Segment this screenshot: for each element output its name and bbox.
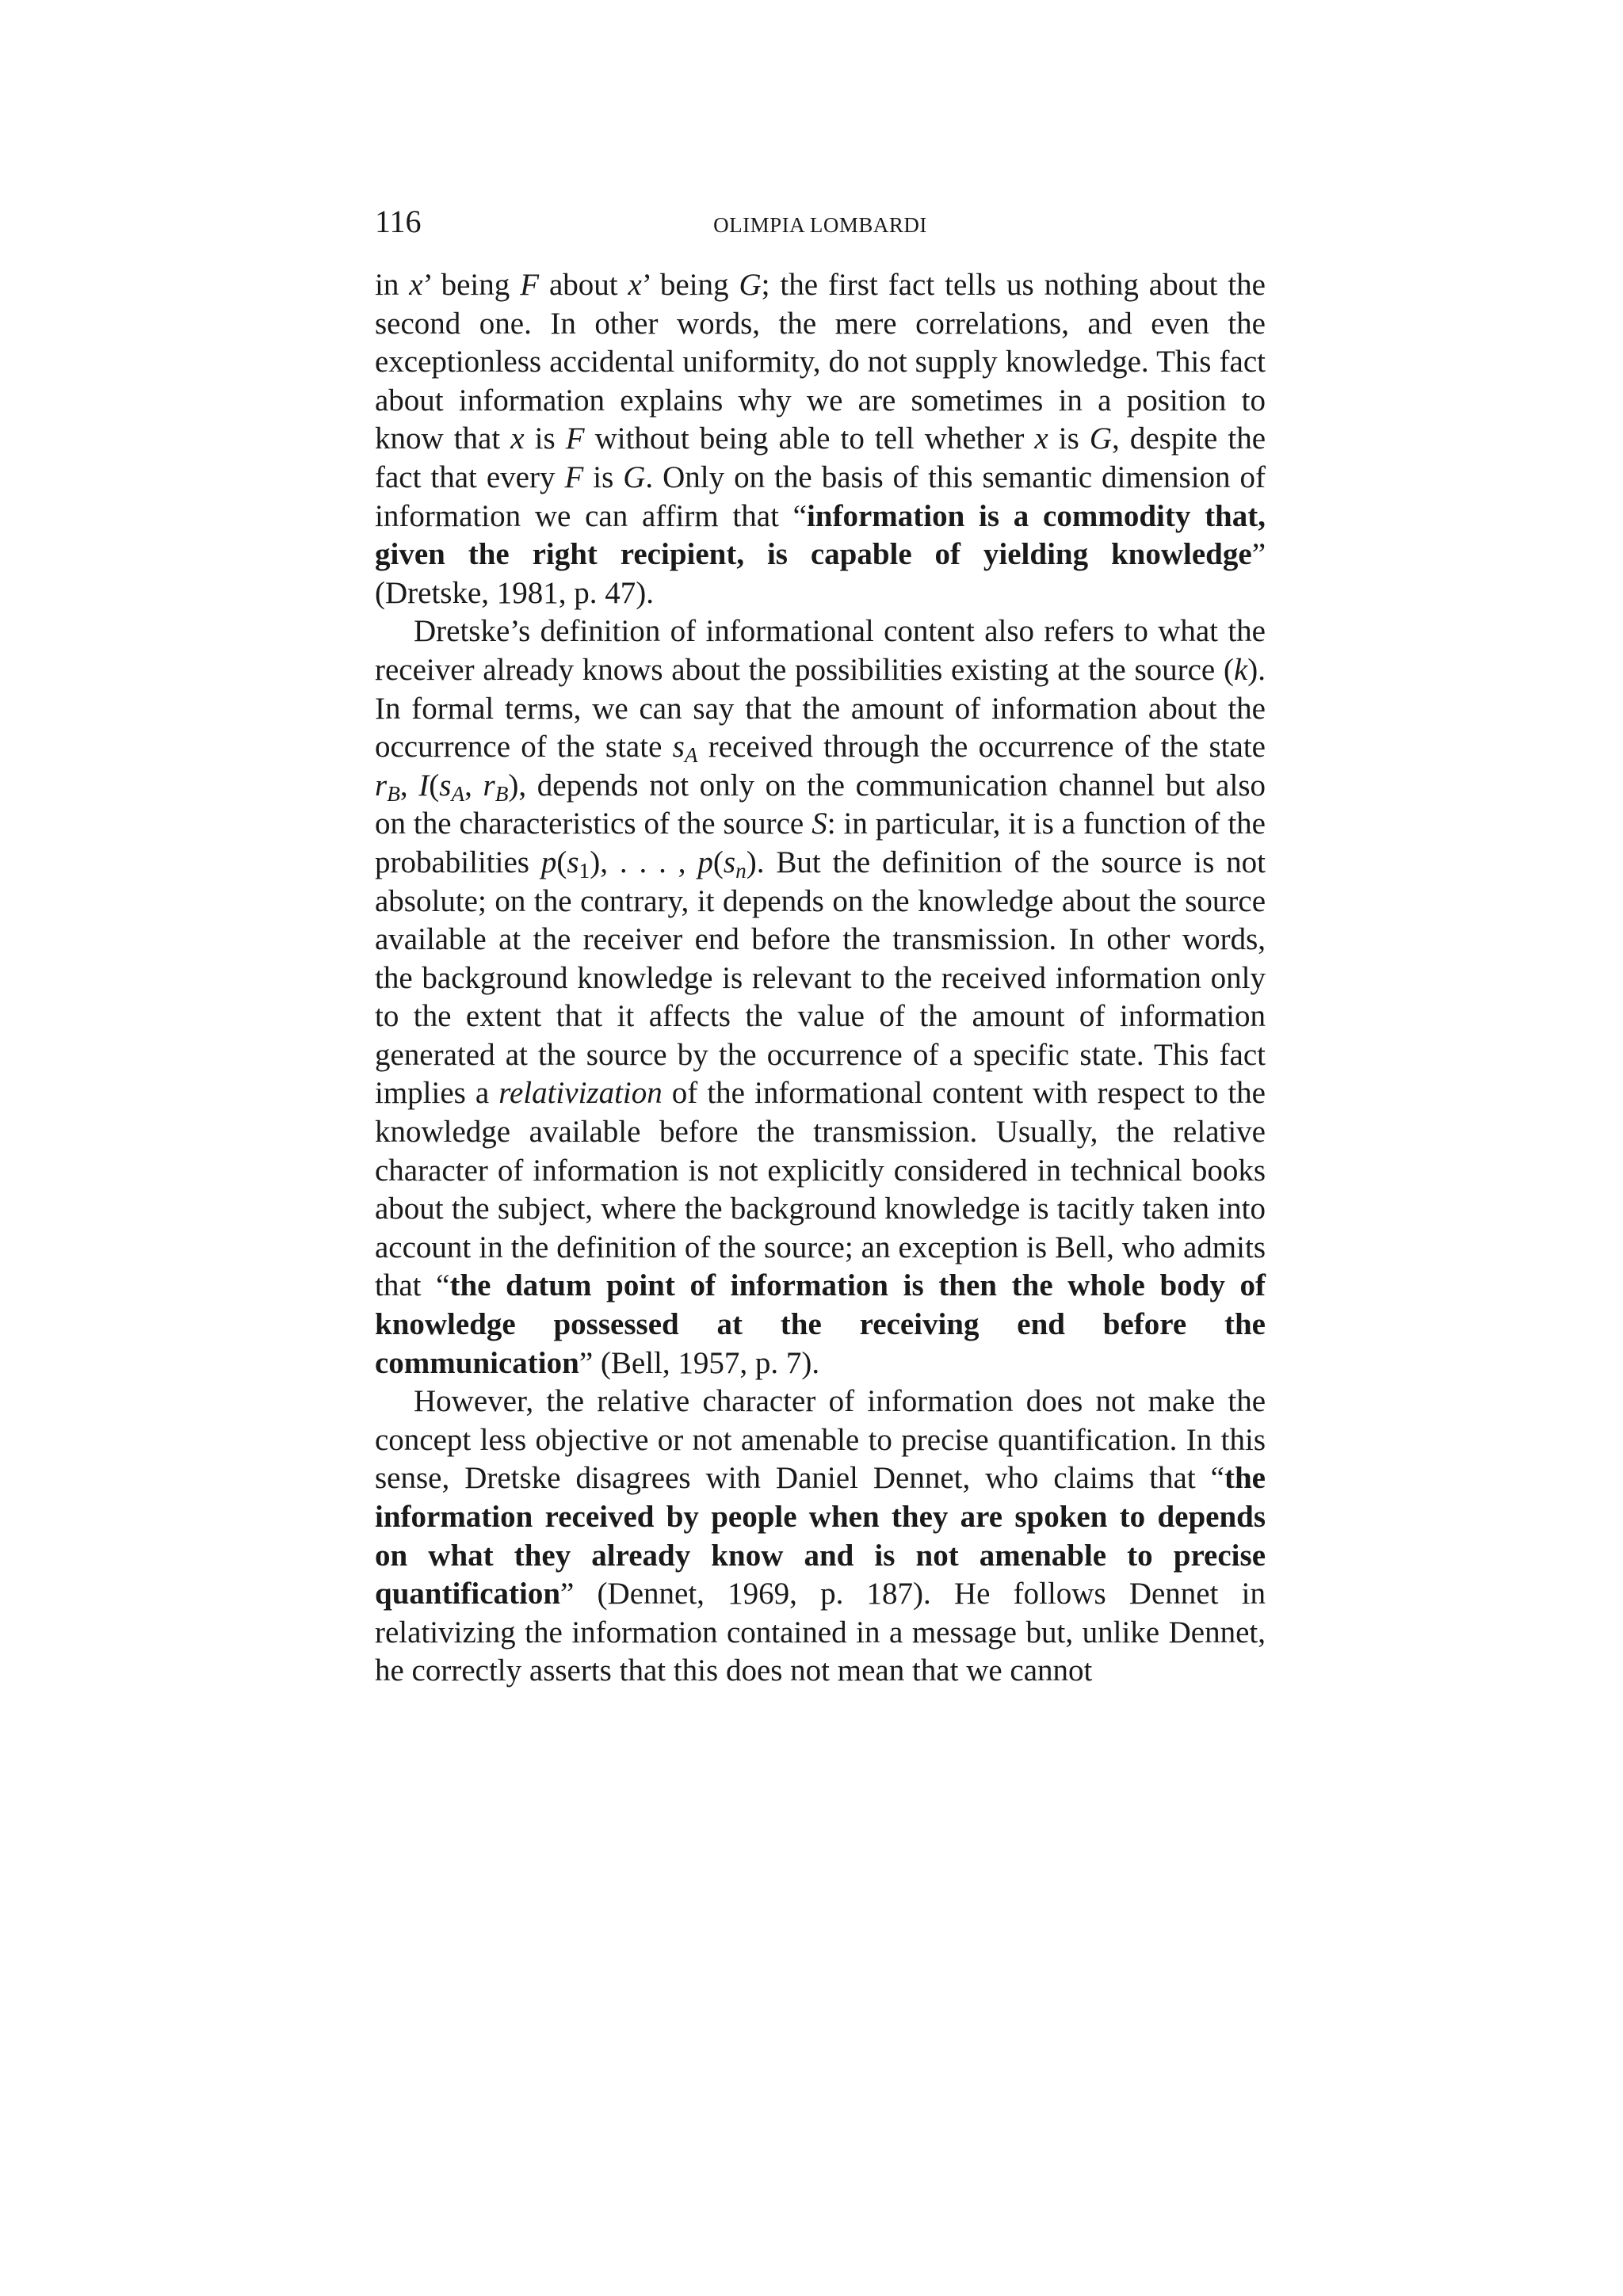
text-run: in [375, 268, 410, 302]
text-run: However, the relative character of information does not make the concept less objective or not amenable to precise quantification. In this sense, Dretske disagrees with Daniel Dennet, who claims that “ [375, 1384, 1266, 1496]
running-head: OLIMPIA LOMBARDI [713, 213, 927, 237]
text-run: ” (Dennet, 1969, p. 187). He follows Dennet in relativizing the information contained in a message but, unlike Dennet, he correctly asserts that this does not mean that we cannot [375, 1577, 1266, 1688]
math-variable: k [1233, 652, 1248, 687]
math-variable: p [540, 845, 557, 879]
math-variable [439, 768, 465, 806]
math-subscript: B [495, 781, 509, 806]
paragraph-2 [375, 612, 1266, 1383]
bold-quotation: information is a commodity that, given the right recipient, is capable of yielding knowledge [375, 498, 1266, 572]
page-header [375, 198, 1266, 246]
math-variable: S [812, 807, 827, 841]
body-text [375, 266, 1266, 1691]
math-subscript: A [451, 781, 465, 806]
bold-quotation: the information received by people when they are spoken to depends on what they already know and is not amenable to precise quantification [375, 1461, 1266, 1611]
text-run: : in particular, it is a function of the probabilities [375, 807, 1266, 879]
math-base: s [672, 730, 685, 765]
italic-term: relativization [498, 1076, 663, 1111]
math-variable: F [520, 268, 540, 302]
paragraph-1 [375, 266, 1266, 612]
text-run: is [583, 460, 624, 494]
text-run: , [399, 768, 419, 803]
math-variable: x [1034, 421, 1048, 456]
math-subscript: 1 [579, 858, 590, 883]
text-run: ). But the definition of the source is not absolute; on the contrary, it depends on the knowledge about the source available at the receiver end before the transmission. In other words, the background knowledge is relevant to the received information only to the extent that it affects the value of the amount of information generated at the source by the occurrence of a specific state. This fact implies a [375, 845, 1266, 1111]
math-variable: G [1089, 421, 1113, 456]
math-base: s [723, 845, 736, 879]
text-run: , despite the fact that every [375, 421, 1266, 494]
page-number: 116 [375, 204, 422, 239]
text-run: ; the first fact tells us nothing about the second one. In other words, the mere correlations, and even the exceptionless accidental uniformity, do not supply knowledge. This fact about information explains why we are sometimes in a position to know that [375, 268, 1266, 456]
text-run: ), . . . , [590, 845, 698, 879]
paragraph-3 [375, 1383, 1266, 1691]
text-run: ( [712, 845, 724, 879]
math-variable: F [564, 460, 584, 494]
bold-quotation: the datum point of information is then the whole body of knowledge possessed at the receiving end before the communication [375, 1268, 1266, 1380]
math-variable: x [628, 268, 642, 302]
math-variable [483, 768, 509, 806]
math-base: r [375, 768, 388, 803]
math-base: r [483, 768, 495, 803]
math-subscript: B [387, 781, 400, 806]
math-variable [567, 845, 590, 883]
math-variable: G [739, 268, 762, 302]
citation: ” (Dretske, 1981, p. 47). [375, 537, 1266, 610]
text-run: ), depends not only on the communication channel but also on the characteristics of the source [375, 768, 1266, 841]
text-run: is [1048, 421, 1090, 456]
citation: ” (Bell, 1957, p. 7). [579, 1345, 820, 1380]
math-variable: x [409, 268, 423, 302]
math-variable: F [565, 421, 585, 456]
math-variable: G [623, 460, 646, 494]
text-run: is [524, 421, 566, 456]
text-run: ). In formal terms, we can say that the amount of information about the occurrence of the state [375, 652, 1266, 765]
math-base: s [439, 768, 452, 803]
math-variable [672, 730, 698, 767]
text-run: about [539, 268, 628, 302]
math-variable: p [697, 845, 713, 879]
text-run: without being able to tell whether [584, 421, 1035, 456]
math-base: s [567, 845, 579, 879]
math-variable: I [418, 768, 430, 803]
math-variable: x [510, 421, 525, 456]
math-variable [375, 768, 400, 806]
text-run: . Only on the basis of this semantic dimension of information we can affirm that “ [375, 460, 1266, 533]
text-run: , [464, 768, 483, 803]
math-subscript: A [684, 742, 698, 767]
text-run: ( [556, 845, 567, 879]
text-run: ’ being [641, 268, 739, 302]
text-run: Dretske’s definition of informational content also refers to what the receiver already knows about the possibilities existing at the source ( [375, 614, 1266, 687]
text-run: ( [429, 768, 440, 803]
text-run: ’ being [422, 268, 521, 302]
math-variable [723, 845, 747, 883]
text-run: received through the occurrence of the state [697, 730, 1266, 765]
math-subscript: n [735, 858, 747, 883]
text-run: of the informational content with respect to the knowledge available before the transmission. Usually, the relative character of information is not explicitly considered in technical books about the subject, where the background knowledge is tacitly taken into account in the definition of the source; an exception is Bell, who admits that “ [375, 1076, 1266, 1303]
